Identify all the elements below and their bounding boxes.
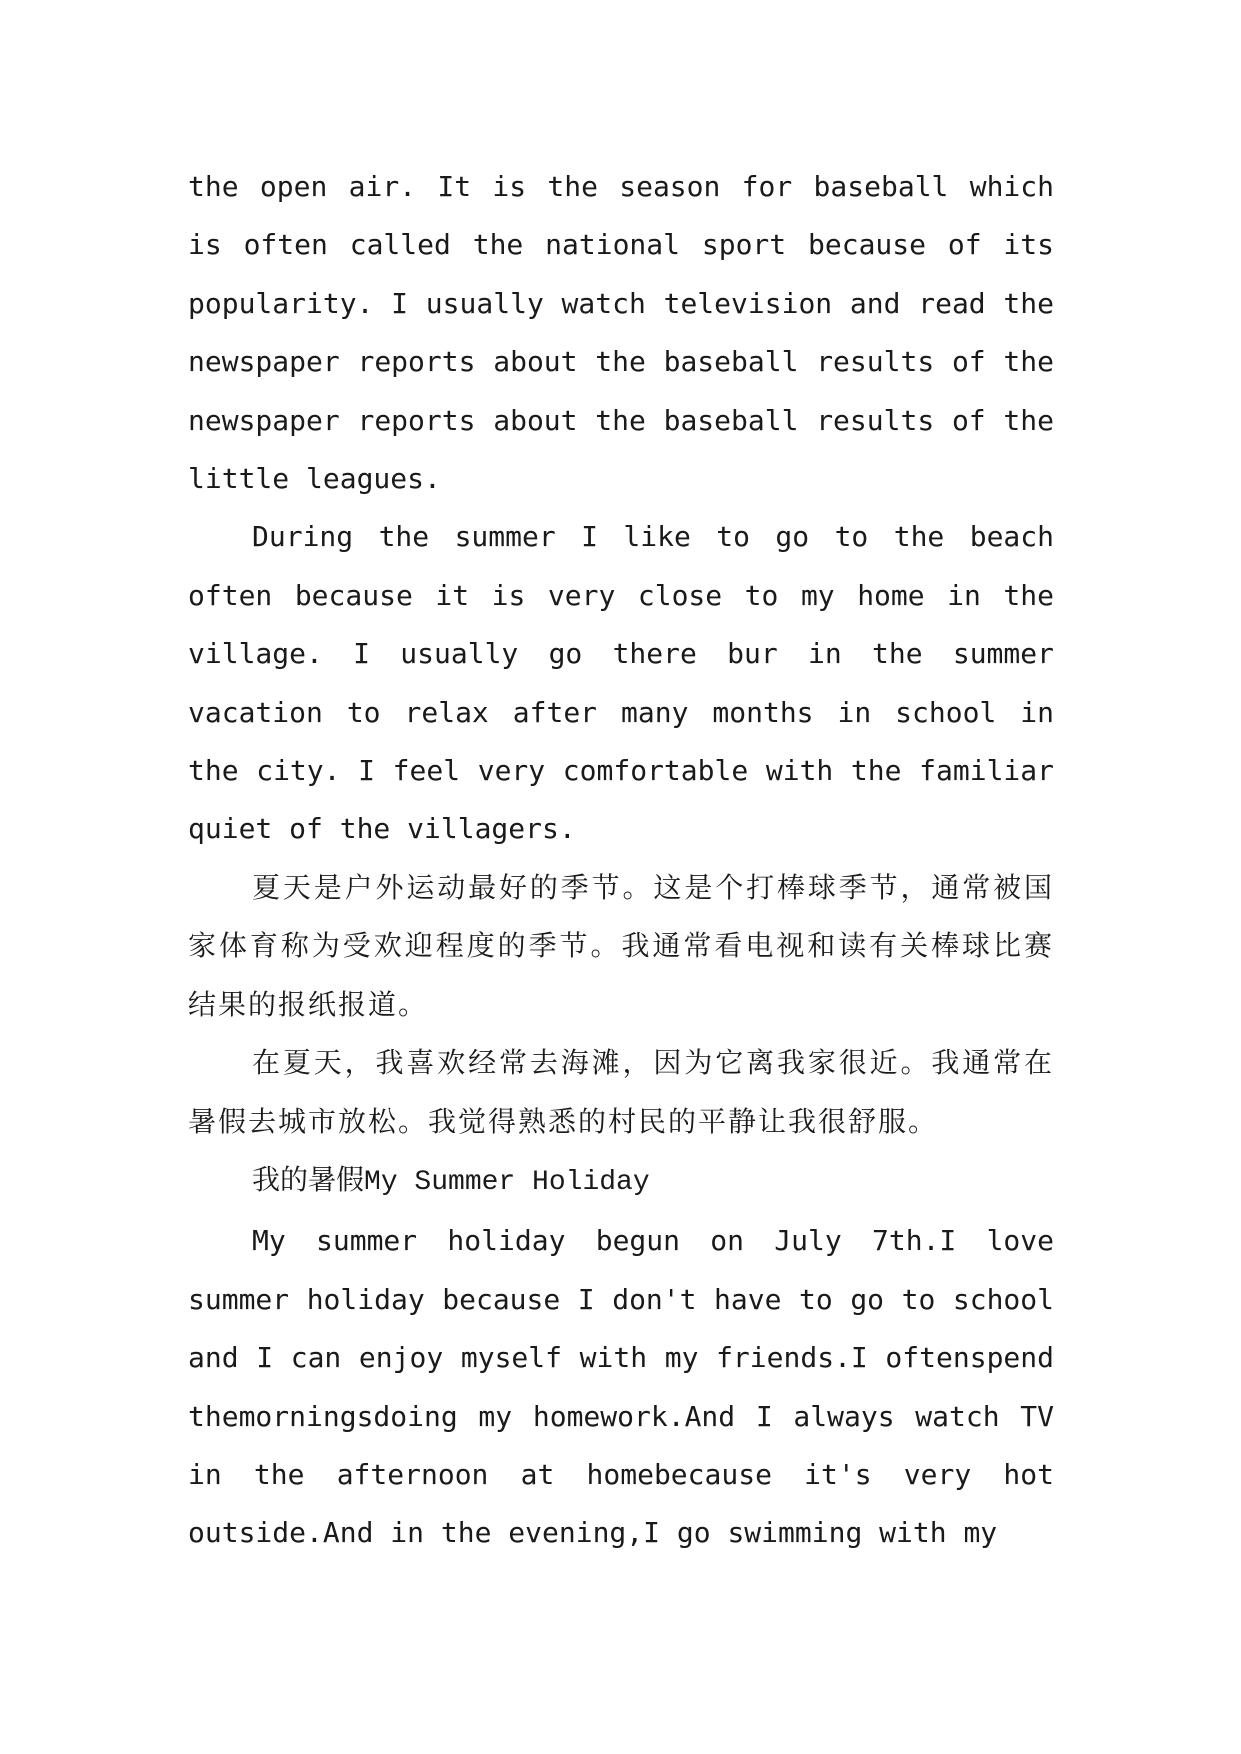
section-heading (188, 1151, 1054, 1212)
heading-cjk: 我的暑假 (252, 1162, 365, 1196)
document-body (188, 158, 1054, 1563)
heading-latin: My Summer Holiday (364, 1166, 650, 1198)
paragraph-baseball: the open air. It is the season for baseball which is often called the national sport because of its popularity. I usually watch television and read the newspaper reports about the baseball results of the newspaper reports about the baseball results of the little leagues. (188, 170, 1054, 496)
paragraph-chinese-beach: 在夏天，我喜欢经常去海滩，因为它离我家很近。我通常在暑假去城市放松。我觉得熟悉的村民的平静让我很舒服。 (188, 1046, 1054, 1138)
paragraph-chinese-summer: 夏天是户外运动最好的季节。这是个打棒球季节，通常被国家体育称为受欢迎程度的季节。我通常看电视和读有关棒球比赛结果的报纸报道。 (188, 870, 1054, 1021)
paragraph-beach: During the summer I like to go to the beach often because it is very close to my home in the village. I usually go there bur in the summer vacation to relax after many months in school in the city. I feel very comfortable with the familiar quiet of the villagers. (188, 520, 1054, 846)
paragraph-holiday: My summer holiday begun on July 7th.I love summer holiday because I don't have to go to school and I can enjoy myself with my friends.I oftenspend themorningsdoing my homework.And I always watch TV in the afternoon at homebecause it's very hot outside.And in the evening,I go swimming with my (188, 1224, 1054, 1550)
